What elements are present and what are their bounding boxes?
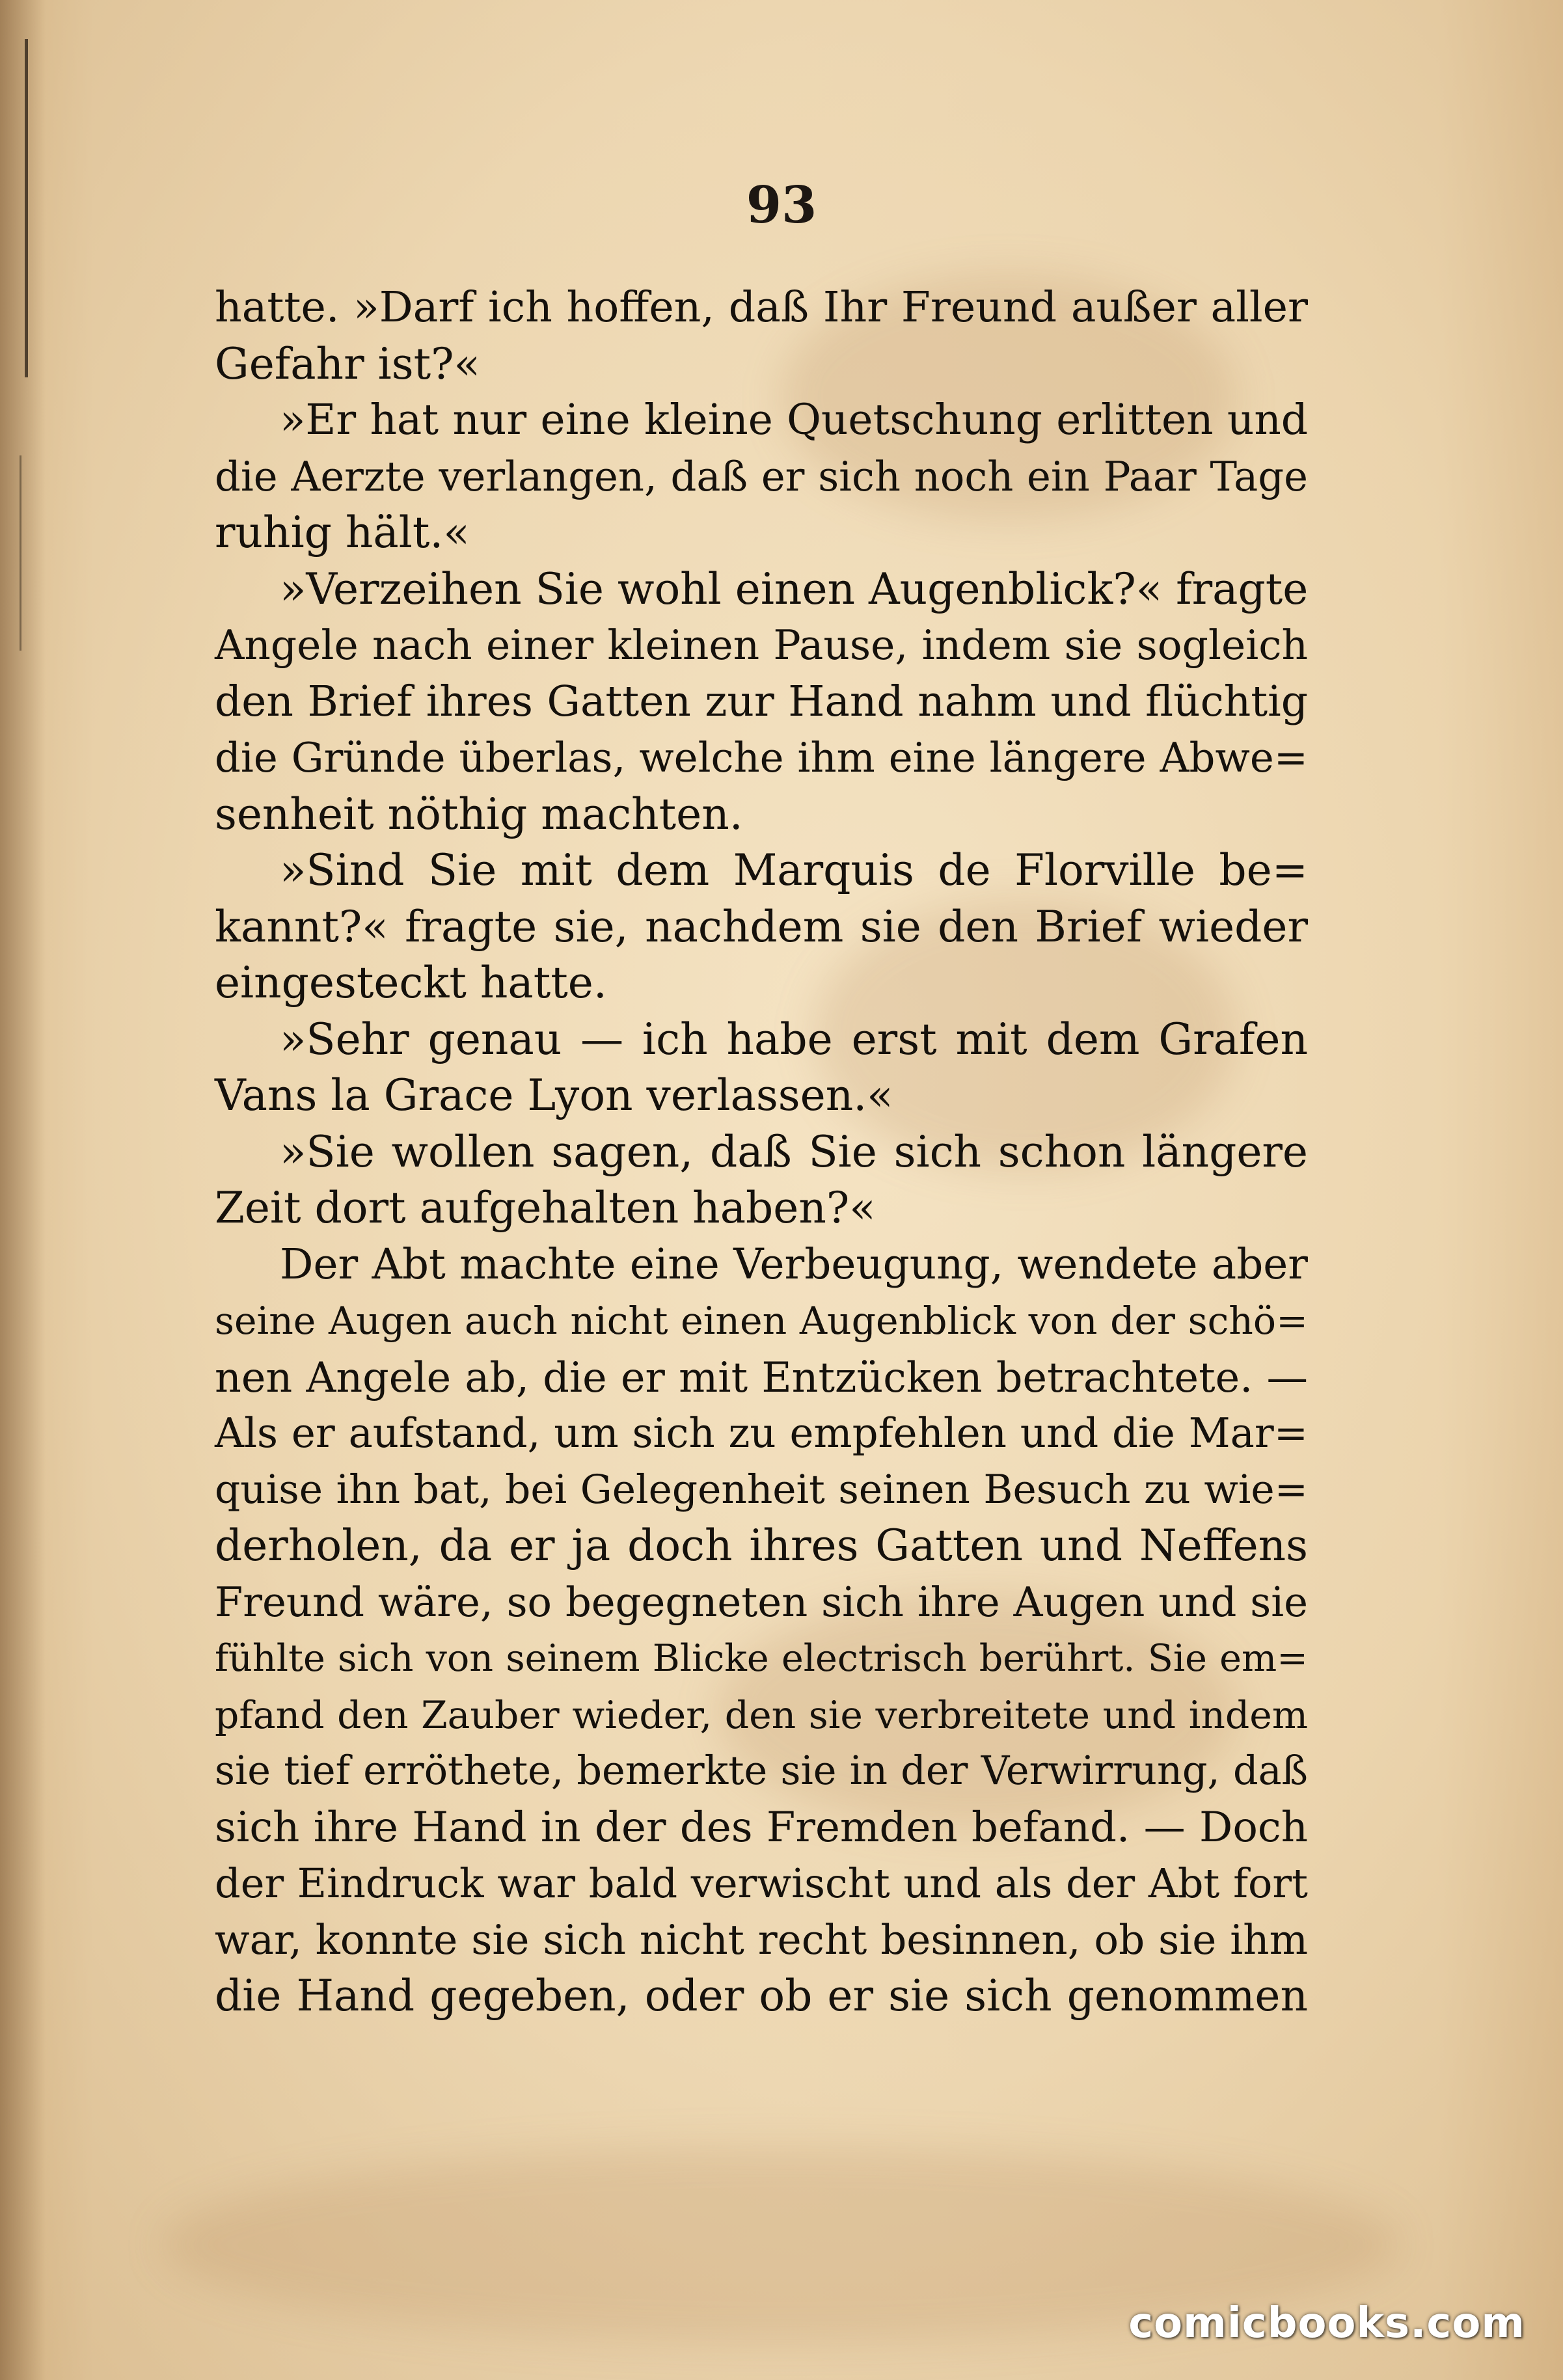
text-line: Als er aufstand, um sich zu empfehlen und die Mar= bbox=[215, 1409, 1308, 1457]
page-number: 93 bbox=[746, 176, 817, 235]
text-line: der Eindruck war bald verwischt und als der Abt fort bbox=[215, 1859, 1308, 1907]
text-line: seine Augen auch nicht einen Augenblick von der schö= bbox=[215, 1299, 1308, 1343]
text-line: »Sind Sie mit dem Marquis de Florville be= bbox=[280, 845, 1308, 895]
text-line: »Er hat nur eine kleine Quetschung erlitten und bbox=[280, 396, 1308, 444]
text-line: »Verzeihen Sie wohl einen Augenblick?« fragte bbox=[280, 563, 1309, 614]
text-line: sie tief erröthete, bemerkte sie in der Verwirrung, daß bbox=[215, 1748, 1308, 1794]
text-line: senheit nöthig machten. bbox=[215, 789, 743, 839]
text-line: Zeit dort aufgehalten haben?« bbox=[215, 1183, 876, 1233]
text-line: den Brief ihres Gatten zur Hand nahm und flüchtig bbox=[215, 677, 1308, 726]
text-line: Vans la Grace Lyon verlassen.« bbox=[215, 1070, 893, 1120]
text-line: war, konnte sie sich nicht recht besinnen, ob sie ihm bbox=[215, 1915, 1308, 1964]
text-line: die Gründe überlas, welche ihm eine längere Abwe= bbox=[215, 734, 1308, 781]
text-line: Gefahr ist?« bbox=[215, 338, 480, 389]
text-line: derholen, da er ja doch ihres Gatten und Neffens bbox=[215, 1521, 1308, 1571]
binding-shadow bbox=[0, 0, 46, 2380]
text-line: quise ihn bat, bei Gelegenheit seinen Besuch zu wie= bbox=[215, 1466, 1308, 1513]
text-line: »Sie wollen sagen, daß Sie sich schon längere bbox=[280, 1126, 1308, 1177]
text-line: die Aerzte verlangen, daß er sich noch ein Paar Tage bbox=[215, 452, 1308, 500]
text-line: sich ihre Hand in der des Fremden befand. — Doch bbox=[215, 1803, 1308, 1852]
page-crease bbox=[20, 455, 21, 651]
text-line: ruhig hält.« bbox=[215, 507, 470, 558]
text-line: Der Abt machte eine Verbeugung, wendete aber bbox=[280, 1239, 1308, 1289]
text-line: pfand den Zauber wieder, den sie verbreitete und indem bbox=[215, 1692, 1308, 1737]
text-line: kannt?« fragte sie, nachdem sie den Brief wieder bbox=[215, 901, 1308, 952]
text-line: Freund wäre, so begegneten sich ihre Augen und sie bbox=[215, 1578, 1308, 1626]
text-line: Angele nach einer kleinen Pause, indem sie sogleich bbox=[215, 621, 1308, 669]
text-line: fühlte sich von seinem Blicke electrisch berührt. Sie em= bbox=[215, 1637, 1308, 1680]
text-line: hatte. »Darf ich hoffen, daß Ihr Freund außer aller bbox=[215, 283, 1308, 332]
body-text bbox=[215, 280, 1308, 2025]
text-line: nen Angele ab, die er mit Entzücken betrachtete. — bbox=[215, 1353, 1308, 1401]
text-line: »Sehr genau — ich habe erst mit dem Grafen bbox=[280, 1014, 1308, 1064]
text-line: die Hand gegeben, oder ob er sie sich genommen bbox=[215, 1971, 1308, 2021]
text-line: eingesteckt hatte. bbox=[215, 958, 607, 1008]
watermark: comicbooks.com bbox=[1128, 2299, 1525, 2347]
